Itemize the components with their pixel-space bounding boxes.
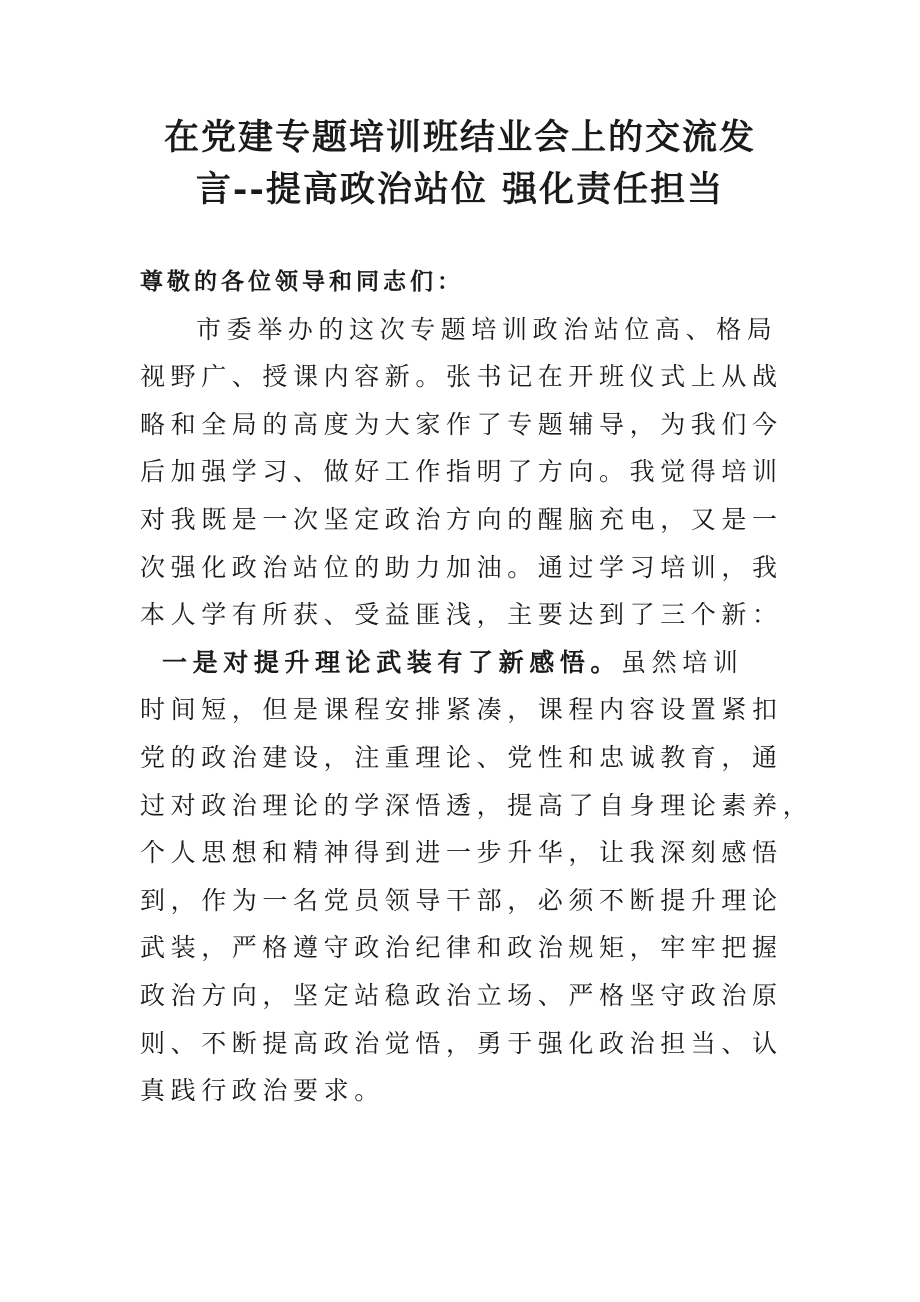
title-line: 言--提高政治站位 强化责任担当 bbox=[195, 169, 725, 210]
document-title bbox=[130, 112, 790, 216]
paragraph-line: 次强化政治站位的助力加油。通过学习培训，我 bbox=[140, 552, 783, 582]
paragraph-line: 本人学有所获、受益匪浅，主要达到了三个新： bbox=[140, 600, 783, 630]
paragraph-2 bbox=[140, 639, 814, 1115]
paragraph-line: 略和全局的高度为大家作了专题辅导，为我们今 bbox=[140, 409, 783, 439]
paragraph-line: 过对政治理论的学深悟透，提高了自身理论素养， bbox=[140, 790, 814, 820]
paragraph-line: 时间短，但是课程安排紧凑，课程内容设置紧扣 bbox=[140, 695, 783, 725]
title-line: 在党建专题培训班结业会上的交流发 bbox=[163, 117, 756, 158]
paragraph-line: 后加强学习、做好工作指明了方向。我觉得培训 bbox=[140, 457, 783, 487]
salutation: 尊敬的各位领导和同志们： bbox=[140, 268, 464, 295]
paragraph-line: 武装，严格遵守政治纪律和政治规矩，牢牢把握 bbox=[140, 933, 783, 963]
paragraph-line: 党的政治建设，注重理论、党性和忠诚教育，通 bbox=[140, 742, 783, 772]
paragraph-first-line bbox=[140, 639, 782, 687]
paragraph-line: 政治方向，坚定站稳政治立场、严格坚守政治原 bbox=[140, 980, 783, 1010]
paragraph-line: 真践行政治要求。 bbox=[140, 1076, 385, 1106]
paragraph-line: 则、不断提高政治觉悟，勇于强化政治担当、认 bbox=[140, 1028, 783, 1058]
paragraph-line: 对我既是一次坚定政治方向的醒脑充电，又是一 bbox=[140, 504, 783, 534]
paragraph-lead-rest: 虽然培训 bbox=[621, 647, 744, 677]
paragraph-line: 到，作为一名党员领导干部，必须不断提升理论 bbox=[140, 885, 783, 915]
paragraph-line: 市委举办的这次专题培训政治站位高、格局 bbox=[196, 314, 778, 344]
paragraph-lead: 一是对提升理论武装有了新感悟。 bbox=[162, 647, 622, 677]
paragraph-line: 个人思想和精神得到进一步升华，让我深刻感悟 bbox=[140, 838, 783, 868]
paragraph-1 bbox=[140, 306, 782, 639]
document-body bbox=[140, 258, 814, 1115]
paragraph-line: 视野广、授课内容新。张书记在开班仪式上从战 bbox=[140, 362, 783, 392]
